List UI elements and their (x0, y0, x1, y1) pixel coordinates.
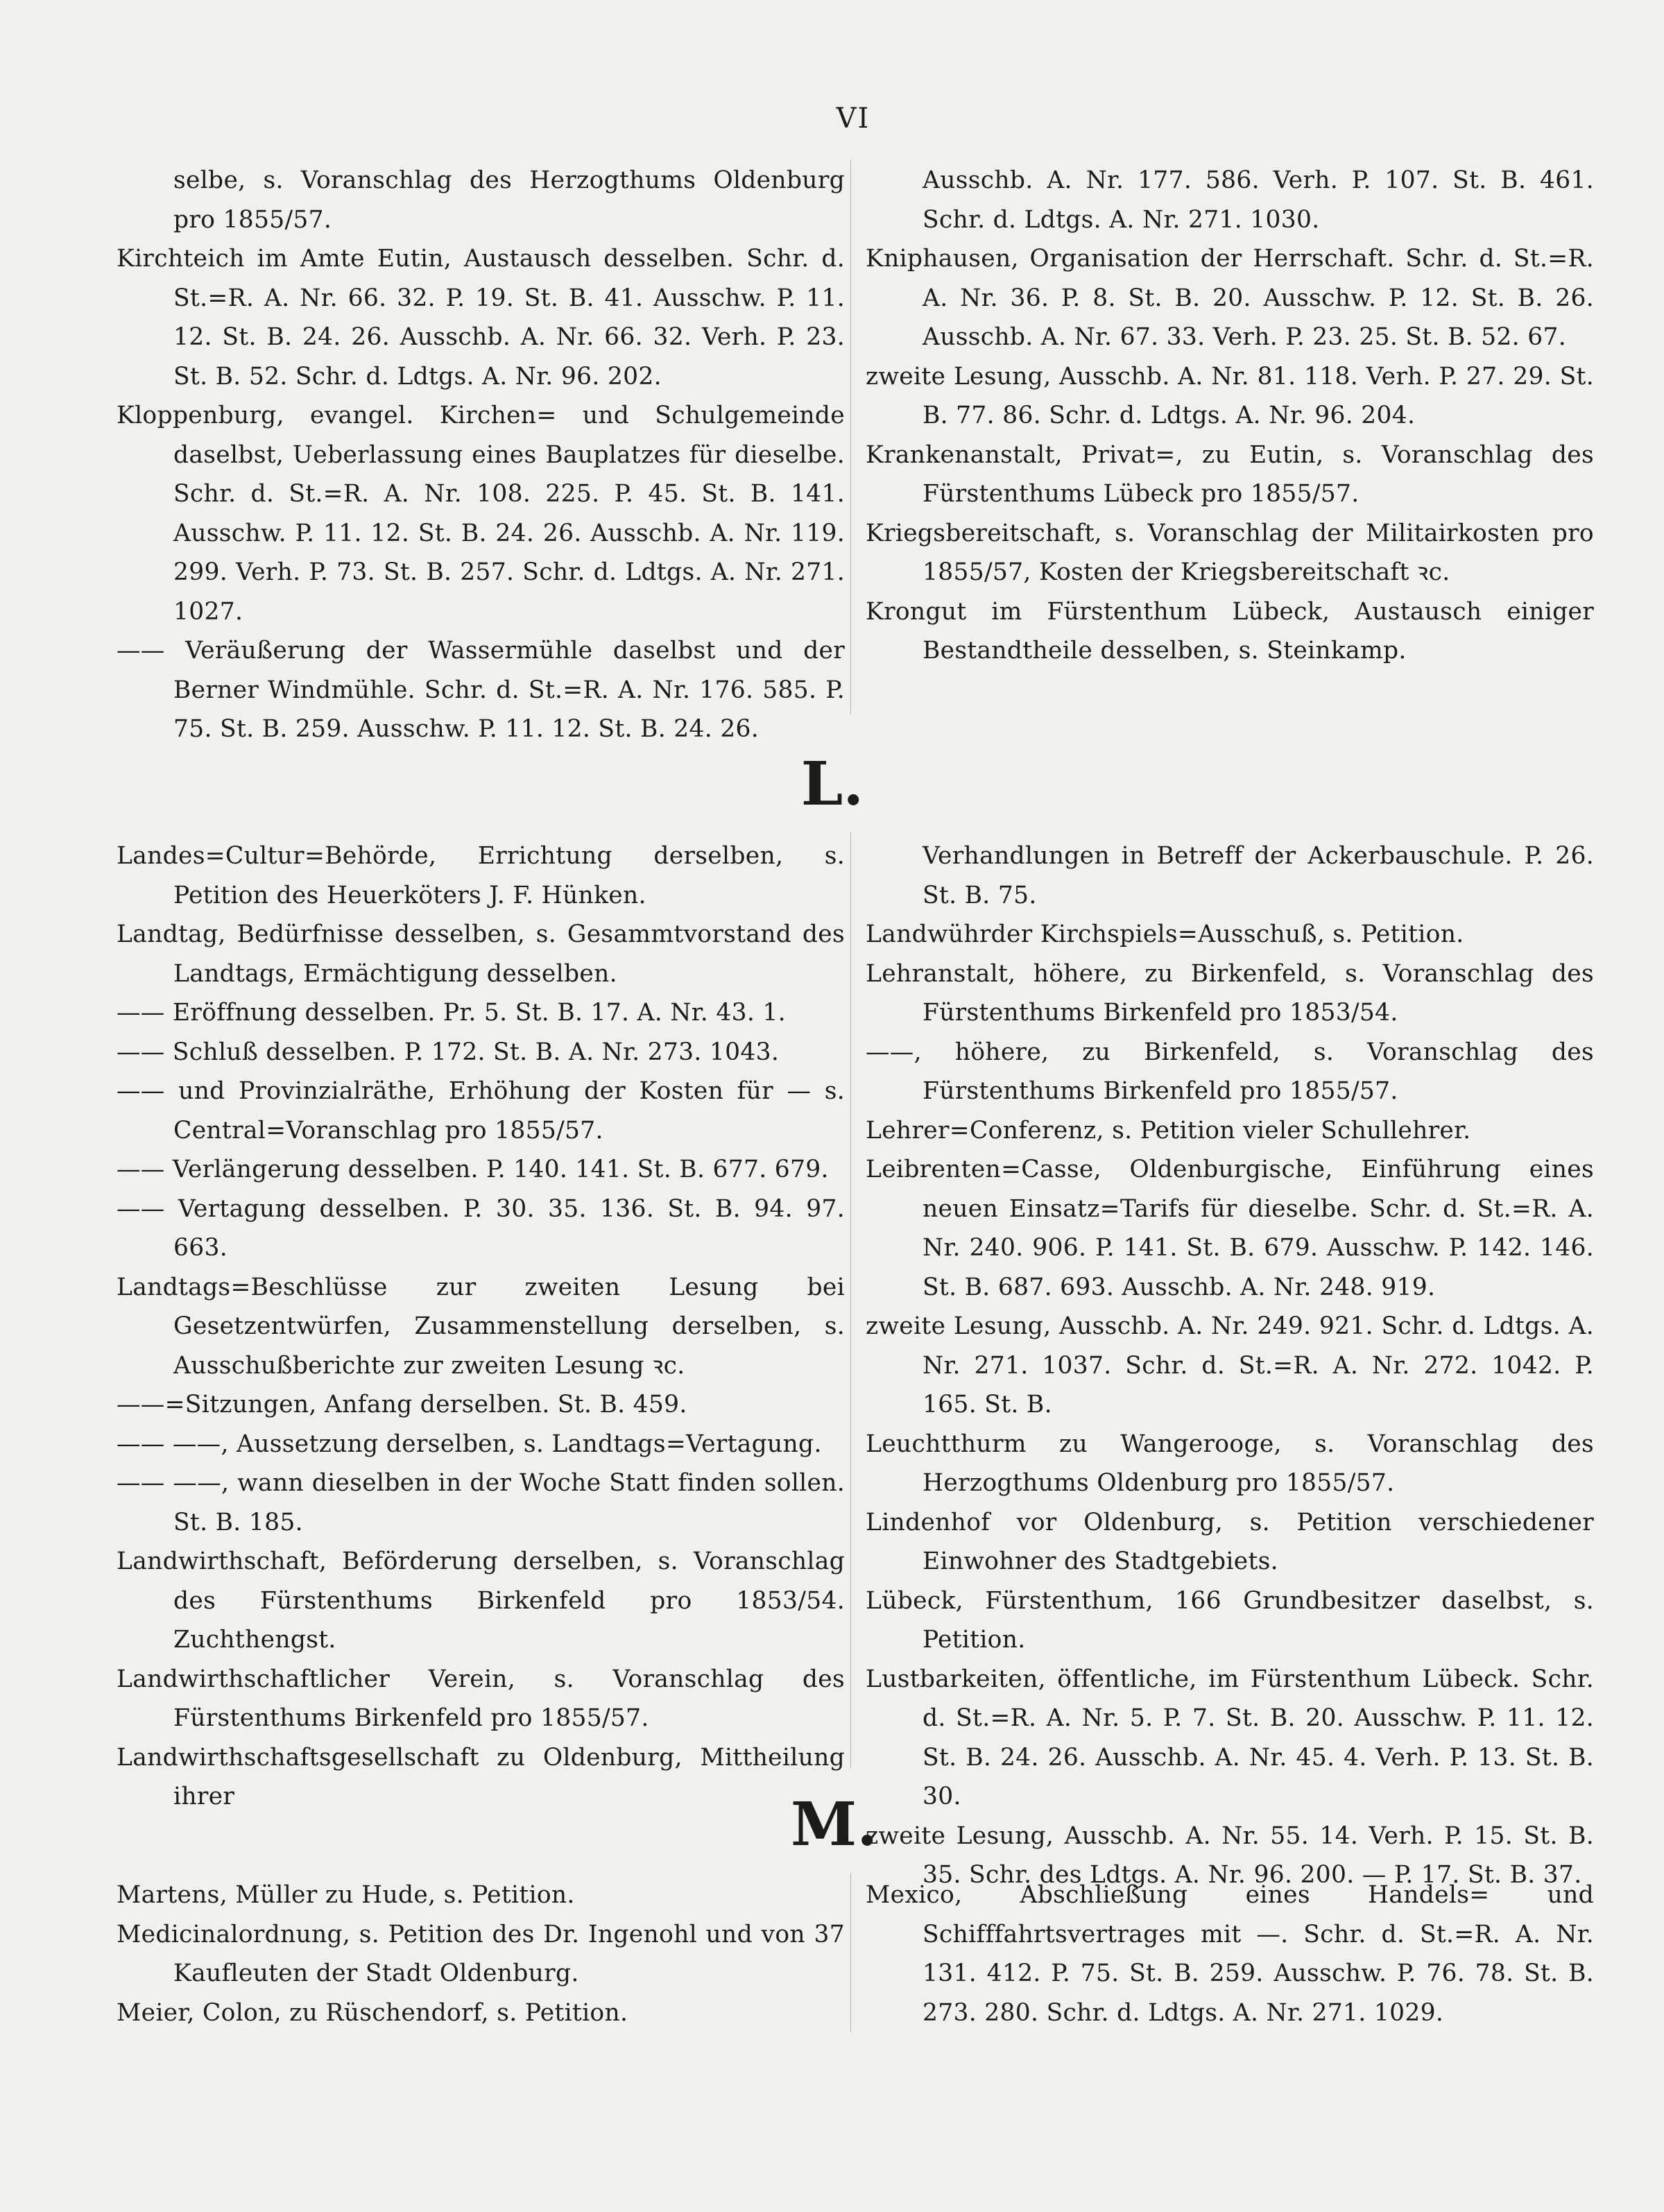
index-entry: —— Vertagung desselben. P. 30. 35. 136. St. B. 94. 97. 663. (117, 1194, 845, 1262)
column-divider-m (850, 1873, 851, 2032)
index-entry: selbe, s. Voranschlag des Herzogthums Oldenburg pro 1855/57. (173, 166, 845, 234)
index-entry: Lehranstalt, höhere, zu Birkenfeld, s. Voranschlag des Fürstenthums Birkenfeld pro 1853/54. (866, 959, 1594, 1027)
index-entry: Krankenanstalt, Privat=, zu Eutin, s. Voranschlag des Fürstenthums Lübeck pro 1855/57. (866, 440, 1594, 508)
index-entry: zweite Lesung, Ausschb. A. Nr. 55. 14. Verh. P. 15. St. B. 35. Schr. des Ldtgs. A. Nr. 96. 200. — P. 17. St. B. 37. (866, 1821, 1594, 1889)
index-entry: Lustbarkeiten, öffentliche, im Fürstenthum Lübeck. Schr. d. St.=R. A. Nr. 5. P. 7. St. B. 20. Ausschw. P. 11. 12. St. B. 24. 26. Ausschb. A. Nr. 45. 4. Verh. P. 13. St. B. 30. (866, 1665, 1594, 1810)
index-entry: —— ——, Aussetzung derselben, s. Landtags=Vertagung. (117, 1430, 822, 1458)
index-entry: Landwührder Kirchspiels=Ausschuß, s. Petition. (866, 920, 1464, 948)
index-entry: Verhandlungen in Betreff der Ackerbauschule. P. 26. St. B. 75. (923, 842, 1594, 909)
index-entry: Leibrenten=Casse, Oldenburgische, Einführung eines neuen Einsatz=Tarifs für dieselbe. Schr. d. St.=R. A. Nr. 240. 906. P. 141. St. B. 679. Ausschw. P. 142. 146. St. B. 687. 693. Ausschb. A. Nr. 248. 919. (866, 1156, 1594, 1301)
index-entry: Kriegsbereitschaft, s. Voranschlag der Militairkosten pro 1855/57, Kosten der Kriegsbereitschaft ꝛc. (866, 519, 1594, 586)
page-number: VI (836, 103, 870, 135)
column-right-l (866, 837, 1594, 1895)
index-entry: Landwirthschaft, Beförderung derselben, s. Voranschlag des Fürstenthums Birkenfeld pro 1853/54. Zuchthengst. (117, 1547, 845, 1654)
index-entry: zweite Lesung, Ausschb. A. Nr. 249. 921. Schr. d. Ldtgs. A. Nr. 271. 1037. Schr. d. St.=R. A. Nr. 272. 1042. P. 165. St. B. (866, 1312, 1594, 1418)
index-entry: Lindenhof vor Oldenburg, s. Petition verschiedener Einwohner des Stadtgebiets. (866, 1508, 1594, 1575)
index-entry: Medicinalordnung, s. Petition des Dr. Ingenohl und von 37 Kaufleuten der Stadt Oldenburg. (117, 1920, 845, 1987)
index-entry: —— Veräußerung der Wassermühle daselbst und der Berner Windmühle. Schr. d. St.=R. A. Nr. 176. 585. P. 75. St. B. 259. Ausschw. P. 11. 12. St. B. 24. 26. (117, 637, 845, 743)
index-entry: Landes=Cultur=Behörde, Errichtung derselben, s. Petition des Heuerköters J. F. Hünken. (117, 842, 845, 909)
section-heading-m: M. (791, 1790, 878, 1860)
index-entry: Landtag, Bedürfnisse desselben, s. Gesammtvorstand des Landtags, Ermächtigung desselben. (117, 920, 845, 988)
index-entry: —— Eröffnung desselben. Pr. 5. St. B. 17. A. Nr. 43. 1. (117, 999, 786, 1027)
section-heading-l: L. (800, 749, 864, 819)
column-divider-l (850, 832, 851, 1769)
column-right-m (866, 1876, 1594, 2032)
index-entry: Lübeck, Fürstenthum, 166 Grundbesitzer daselbst, s. Petition. (866, 1586, 1594, 1654)
index-entry: Mexico, Abschließung eines Handels= und Schifffahrtsvertrages mit —. Schr. d. St.=R. A. Nr. 131. 412. P. 75. St. B. 259. Ausschw. P. 76. 78. St. B. 273. 280. Schr. d. Ldtgs. A. Nr. 271. 1029. (866, 1881, 1594, 2027)
index-entry: Martens, Müller zu Hude, s. Petition. (117, 1881, 575, 1909)
column-divider-k (850, 160, 851, 714)
index-entry: Krongut im Fürstenthum Lübeck, Austausch einiger Bestandtheile desselben, s. Steinkamp. (866, 597, 1594, 665)
column-right-k (866, 161, 1594, 671)
index-entry: Ausschb. A. Nr. 177. 586. Verh. P. 107. St. B. 461. Schr. d. Ldtgs. A. Nr. 271. 1030. (923, 166, 1594, 234)
index-entry: Meier, Colon, zu Rüschendorf, s. Petition. (117, 1998, 628, 2027)
index-entry: Landtags=Beschlüsse zur zweiten Lesung bei Gesetzentwürfen, Zusammenstellung derselben, s. Ausschußberichte zur zweiten Lesung ꝛc. (117, 1273, 845, 1380)
index-entry: —— Schluß desselben. P. 172. St. B. A. Nr. 273. 1043. (117, 1038, 780, 1066)
column-left-l (117, 837, 845, 1817)
index-entry: —— Verlängerung desselben. P. 140. 141. St. B. 677. 679. (117, 1156, 829, 1183)
index-entry: ——=Sitzungen, Anfang derselben. St. B. 459. (117, 1391, 687, 1418)
index-entry: Landwirthschaftsgesellschaft zu Oldenburg, Mittheilung ihrer (117, 1743, 845, 1810)
column-left-m (117, 1876, 845, 2032)
index-entry: Leuchtthurm zu Wangerooge, s. Voranschlag des Herzogthums Oldenburg pro 1855/57. (866, 1430, 1594, 1497)
index-entry: zweite Lesung, Ausschb. A. Nr. 81. 118. Verh. P. 27. 29. St. B. 77. 86. Schr. d. Ldtgs. A. Nr. 96. 204. (866, 362, 1594, 429)
index-entry: Landwirthschaftlicher Verein, s. Voranschlag des Fürstenthums Birkenfeld pro 1855/57. (117, 1665, 845, 1732)
index-entry: Lehrer=Conferenz, s. Petition vieler Schullehrer. (866, 1116, 1471, 1144)
index-entry: ——, höhere, zu Birkenfeld, s. Voranschlag des Fürstenthums Birkenfeld pro 1855/57. (866, 1038, 1594, 1105)
index-entry: Kniphausen, Organisation der Herrschaft. Schr. d. St.=R. A. Nr. 36. P. 8. St. B. 20. Ausschw. P. 12. St. B. 26. Ausschb. A. Nr. 67. 33. Verh. P. 23. 25. St. B. 52. 67. (866, 245, 1594, 351)
index-entry: —— und Provinzialräthe, Erhöhung der Kosten für — s. Central=Voranschlag pro 1855/57. (117, 1077, 845, 1144)
index-entry: Kloppenburg, evangel. Kirchen= und Schulgemeinde daselbst, Ueberlassung eines Bauplatzes für dieselbe. Schr. d. St.=R. A. Nr. 108. 225. P. 45. St. B. 141. Ausschw. P. 11. 12. St. B. 24. 26. Ausschb. A. Nr. 119. 299. Verh. P. 73. St. B. 257. Schr. d. Ldtgs. A. Nr. 271. 1027. (117, 402, 845, 626)
index-entry: Kirchteich im Amte Eutin, Austausch desselben. Schr. d. St.=R. A. Nr. 66. 32. P. 19. St. B. 41. Ausschw. P. 11. 12. St. B. 24. 26. Ausschb. A. Nr. 66. 32. Verh. P. 23. St. B. 52. Schr. d. Ldtgs. A. Nr. 96. 202. (117, 245, 845, 391)
column-left-k (117, 161, 845, 749)
index-entry: —— ——, wann dieselben in der Woche Statt finden sollen. St. B. 185. (117, 1469, 845, 1536)
